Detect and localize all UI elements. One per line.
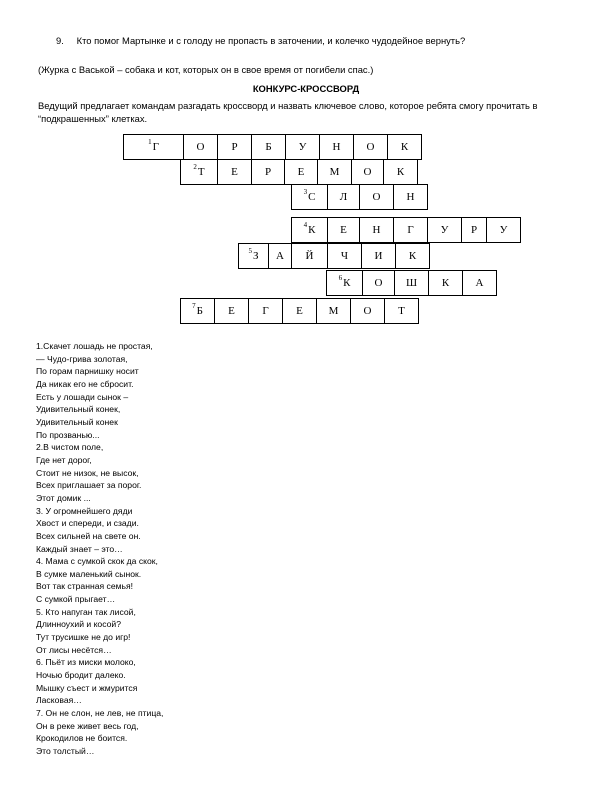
riddle-line: Всех сильней на свете он. (36, 530, 141, 541)
riddle-line: 5. Кто напуган так лисой, (36, 606, 136, 617)
crossword-cell (327, 217, 360, 243)
crossword-letter: Е (231, 166, 238, 178)
crossword-letter: Й (305, 250, 314, 262)
crossword-letter: З (252, 250, 259, 262)
crossword-cell (359, 217, 394, 243)
crossword-cell (291, 217, 328, 243)
crossword-letter: У (440, 224, 449, 236)
riddle-line: По горам парнишку носит (36, 366, 139, 377)
riddle-line: Удивительный конек (36, 416, 118, 427)
crossword-cell (268, 243, 292, 269)
crossword-cell (387, 134, 422, 160)
crossword-cell (462, 270, 497, 296)
crossword-cell (214, 298, 249, 324)
crossword-letter: Г (152, 141, 159, 153)
crossword-cell (351, 159, 384, 185)
crossword-cell (238, 243, 269, 269)
crossword-cell (361, 243, 396, 269)
riddle-line: Есть у лошади сынок – (36, 391, 129, 402)
riddles-list (36, 340, 163, 758)
crossword-letter: О (363, 166, 372, 178)
crossword-letter: Т (398, 305, 405, 317)
riddle-line: Стоит не низок, не высок, (36, 467, 139, 478)
crossword-grid (0, 0, 612, 340)
crossword-letter: Р (231, 141, 238, 153)
crossword-letter: К (400, 141, 409, 153)
riddle-line: Ласковая… (36, 695, 82, 706)
crossword-cell (251, 159, 285, 185)
crossword-clue-number: 5 (248, 247, 252, 255)
crossword-letter: М (329, 166, 340, 178)
crossword-cell (217, 134, 252, 160)
crossword-cell (326, 270, 363, 296)
crossword-letter: О (366, 141, 375, 153)
riddle-line: Он в реке живет весь год, (36, 720, 139, 731)
crossword-cell (362, 270, 395, 296)
crossword-letter: У (499, 224, 508, 236)
crossword-letter: О (374, 277, 383, 289)
crossword-letter: К (396, 166, 405, 178)
crossword-letter: Л (339, 191, 348, 203)
crossword-cell (217, 159, 252, 185)
crossword-letter: Т (197, 166, 205, 178)
riddle-line: По прозванью... (36, 429, 100, 440)
riddle-line: — Чудо-грива золотая, (36, 353, 128, 364)
crossword-letter: Р (470, 224, 478, 236)
crossword-cell (285, 134, 320, 160)
riddle-line: Хвост и спереди, и сзади. (36, 518, 139, 529)
crossword-letter: Б (196, 305, 203, 317)
crossword-cell (319, 134, 354, 160)
crossword-letter: О (363, 305, 372, 317)
riddle-line: 1.Скачет лошадь не простая, (36, 341, 153, 351)
crossword-letter: Н (372, 224, 381, 236)
crossword-clue-number: 2 (193, 163, 197, 171)
riddle-line: 6. Пьёт из миски молоко, (36, 657, 136, 668)
crossword-clue-number: 6 (338, 274, 343, 282)
crossword-letter: А (475, 277, 484, 289)
crossword-cell (393, 217, 428, 243)
crossword-cell (183, 134, 218, 160)
crossword-letter: Ч (340, 250, 349, 262)
crossword-cell (394, 270, 429, 296)
crossword-cell (427, 217, 462, 243)
crossword-cell (461, 217, 487, 243)
crossword-cell (123, 134, 184, 160)
question-number: 9. (56, 35, 64, 46)
riddle-line: Длинноухий и косой? (36, 619, 121, 630)
crossword-letter: А (276, 250, 284, 262)
crossword-cell (383, 159, 418, 185)
crossword-letter: О (372, 191, 381, 203)
crossword-cell (282, 298, 317, 324)
crossword-letter: И (374, 250, 383, 262)
crossword-cell (251, 134, 286, 160)
crossword-letter: У (298, 141, 307, 153)
crossword-letter: Е (228, 305, 235, 317)
crossword-cell (350, 298, 385, 324)
crossword-letter: Н (406, 191, 415, 203)
crossword-letter: Н (332, 141, 341, 153)
riddle-line: 2.В чистом поле, (36, 442, 104, 453)
crossword-cell (248, 298, 283, 324)
crossword-letter: О (196, 141, 205, 153)
crossword-cell (291, 184, 328, 210)
riddle-line: Тут трусишке не до игр! (36, 632, 131, 643)
crossword-cell (384, 298, 419, 324)
crossword-clue-number: 7 (192, 302, 196, 310)
riddle-line: Где нет дорог, (36, 454, 92, 465)
crossword-cell (428, 270, 463, 296)
crossword-letter: К (441, 277, 450, 289)
crossword-letter: Ш (405, 277, 418, 289)
crossword-cell (353, 134, 388, 160)
crossword-cell (327, 243, 362, 269)
riddle-line: 4. Мама с сумкой скок да скок, (36, 556, 158, 567)
riddle-line: Ночью бродит далеко. (36, 670, 126, 681)
crossword-cell (316, 298, 351, 324)
intro-paragraph: Ведущий предлагает командам разгадать кроссворд и назвать ключевое слово, которое ребята смогу прочитать в “подкрашенных” клетках. (38, 100, 538, 124)
crossword-cell (486, 217, 521, 243)
crossword-letter: Е (297, 166, 305, 178)
crossword-letter: С (308, 191, 316, 203)
crossword-letter: К (343, 277, 351, 289)
crossword-cell (317, 159, 352, 185)
riddle-line: Это толстый… (36, 746, 95, 756)
crossword-letter: Г (262, 305, 269, 317)
crossword-letter: Е (340, 224, 347, 236)
crossword-letter: К (408, 250, 417, 262)
question-9-answer: (Журка с Васькой – собака и кот, которых он в свое время от погибели спас.) (38, 64, 374, 75)
crossword-cell (393, 184, 428, 210)
riddle-line: Вот так странная семья! (36, 581, 134, 592)
crossword-clue-number: 3 (303, 188, 308, 196)
riddle-line: Мышку съест и жмурится (36, 682, 138, 693)
crossword-clue-number: 1 (148, 138, 152, 146)
crossword-letter: К (308, 224, 316, 236)
riddle-line: В сумке маленький сынок. (36, 568, 142, 579)
section-title: КОНКУРС-КРОССВОРД (252, 83, 360, 94)
riddle-line: Крокодилов не боится. (36, 733, 128, 744)
riddle-line: 3. У огромнейшего дяди (36, 505, 133, 516)
crossword-letter: Е (296, 305, 303, 317)
crossword-cell (291, 243, 328, 269)
crossword-letter: Г (407, 224, 414, 236)
crossword-cell (395, 243, 430, 269)
crossword-cell (284, 159, 318, 185)
crossword-cell (180, 298, 215, 324)
crossword-cell (180, 159, 218, 185)
riddle-line: Всех приглашает за порог. (36, 480, 142, 491)
crossword-clue-number: 4 (303, 221, 308, 229)
crossword-cell (359, 184, 394, 210)
question-text: Кто помог Мартынке и с голоду не пропасть в заточении, и колечко чудодейное вернуть? (76, 35, 466, 46)
crossword-letter: Б (265, 141, 272, 153)
riddle-line: Да никак его не сбросит. (36, 378, 134, 389)
riddle-line: От лисы несётся… (36, 644, 112, 655)
crossword-cell (327, 184, 360, 210)
riddle-line: Каждый знает – это… (36, 543, 123, 554)
crossword-letter: Р (264, 166, 272, 178)
riddle-line: С сумкой прыгает… (36, 594, 116, 605)
riddle-line: Этот домик ... (36, 492, 91, 503)
riddle-line: Удивительный конек, (36, 404, 121, 415)
riddle-line: 7. Он не слон, не лев, не птица, (36, 708, 164, 719)
crossword-letter: М (328, 305, 339, 317)
